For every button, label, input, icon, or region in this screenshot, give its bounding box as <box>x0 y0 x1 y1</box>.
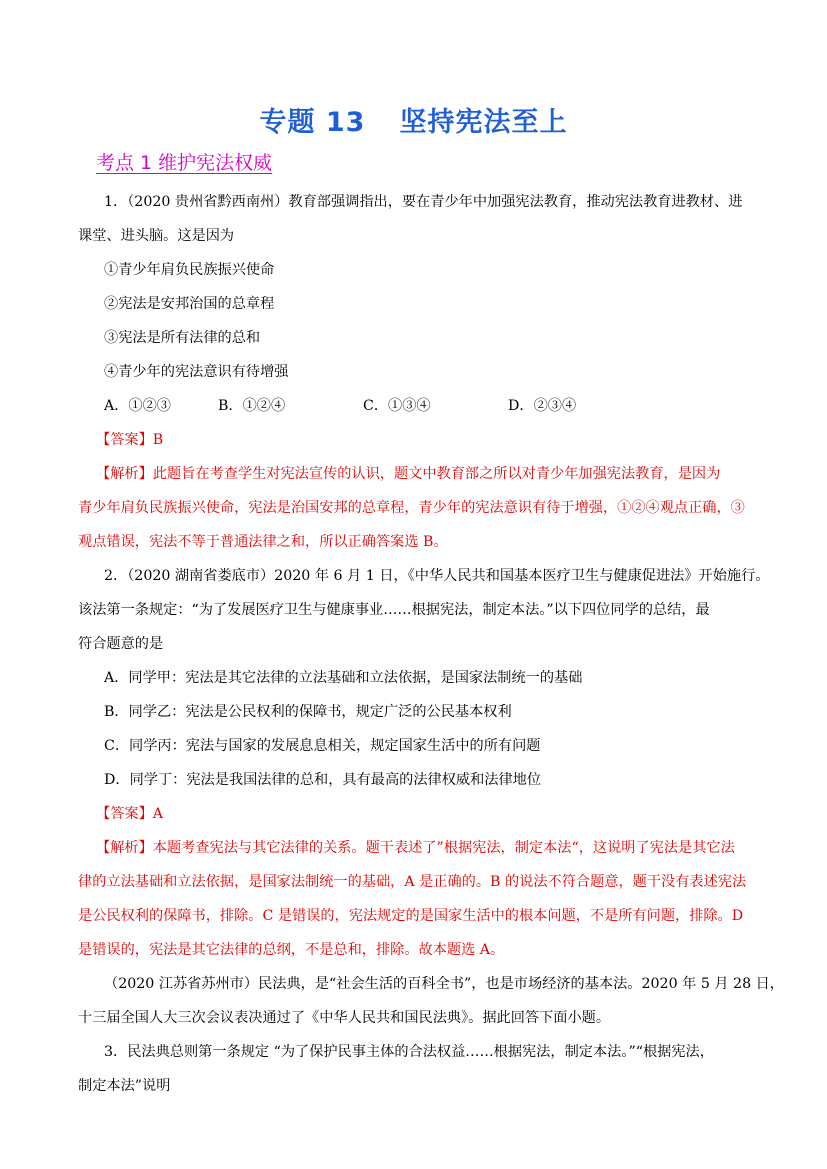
q2-answer: 【答案】A <box>96 806 163 822</box>
q2-option-d: D．同学丁：宪法是我国法律的总和，具有最高的法律权威和法律地位 <box>104 772 542 788</box>
page-title <box>0 100 827 139</box>
q1-analysis-line: 【解析】此题旨在考查学生对宪法宣传的认识，题文中教育部之所以对青少年加强宪法教育，是因为 <box>96 466 721 482</box>
q1-option-c: C．①③④ <box>363 398 431 414</box>
q1-option-b: B．①②④ <box>218 398 286 414</box>
q1-analysis-line: 青少年肩负民族振兴使命，宪法是治国安邦的总章程，青少年的宪法意识有待于增强，①②④观点正确，③ <box>78 500 745 516</box>
q2-option-c: C．同学丙：宪法与国家的发展息息相关，规定国家生活中的所有问题 <box>104 738 541 754</box>
q2-analysis-line: 【解析】本题考查宪法与其它法律的关系。题干表述了”根据宪法，制定本法“，这说明了宪法是其它法 <box>96 840 735 856</box>
q2-stem-line: 2．（2020 湖南省娄底市）2020 年 6 月 1 日，《中华人民共和国基本医疗卫生与健康促进法》开始施行。 <box>104 568 770 584</box>
q2-stem-line: 符合题意的是 <box>78 636 164 652</box>
q2-analysis-line: 是公民权利的保障书，排除。C 是错误的，宪法规定的是国家生活中的根本问题，不是所有问题，排除。D <box>78 908 744 924</box>
q1-item: ④青少年的宪法意识有待增强 <box>104 364 289 380</box>
q2-analysis-line: 律的立法基础和立法依据，是国家法制统一的基础，A 是正确的。B 的说法不符合题意，题干没有表述宪法 <box>78 874 747 890</box>
title-text: 坚持宪法至上 <box>399 107 568 138</box>
q1-item: ③宪法是所有法律的总和 <box>104 330 261 346</box>
q3-stem-line: 3．民法典总则第一条规定 “为了保护民事主体的合法权益……根据宪法，制定本法。”“根据宪法， <box>104 1044 714 1060</box>
q2-option-a: A．同学甲：宪法是其它法律的立法基础和立法依据，是国家法制统一的基础 <box>104 670 583 686</box>
q1-option-d: D．②③④ <box>508 398 577 414</box>
q1-stem-line: 课堂、进头脑。这是因为 <box>78 228 235 244</box>
q1-item: ②宪法是安邦治国的总章程 <box>104 296 275 312</box>
intro-line: （2020 江苏省苏州市）民法典，是“社会生活的百科全书”，也是市场经济的基本法。2020 年 5 月 28 日， <box>104 976 784 992</box>
q1-answer: 【答案】B <box>96 432 164 448</box>
intro-line: 十三届全国人大三次会议表决通过了《中华人民共和国民法典》。据此回答下面小题。 <box>78 1010 611 1026</box>
q2-stem-line: 该法第一条规定：“为了发展医疗卫生与健康事业……根据宪法，制定本法。”以下四位同学的总结，最 <box>78 602 710 618</box>
q1-stem-line: 1．（2020 贵州省黔西南州）教育部强调指出，要在青少年中加强宪法教育，推动宪法教育进教材、进 <box>104 194 743 210</box>
q2-option-b: B．同学乙：宪法是公民权利的保障书，规定广泛的公民基本权利 <box>104 704 512 720</box>
title-number: 专题 13 <box>259 107 366 138</box>
q2-analysis-line: 是错误的，宪法是其它法律的总纲，不是总和，排除。故本题选 A。 <box>78 942 505 958</box>
q1-option-a: A．①②③ <box>104 398 171 414</box>
q3-stem-line: 制定本法”说明 <box>78 1078 171 1094</box>
q1-item: ①青少年肩负民族振兴使命 <box>104 262 275 278</box>
section-heading: 考点 1 维护宪法权威 <box>96 152 273 174</box>
q1-analysis-line: 观点错误，宪法不等于普通法律之和，所以正确答案选 B。 <box>78 534 448 550</box>
